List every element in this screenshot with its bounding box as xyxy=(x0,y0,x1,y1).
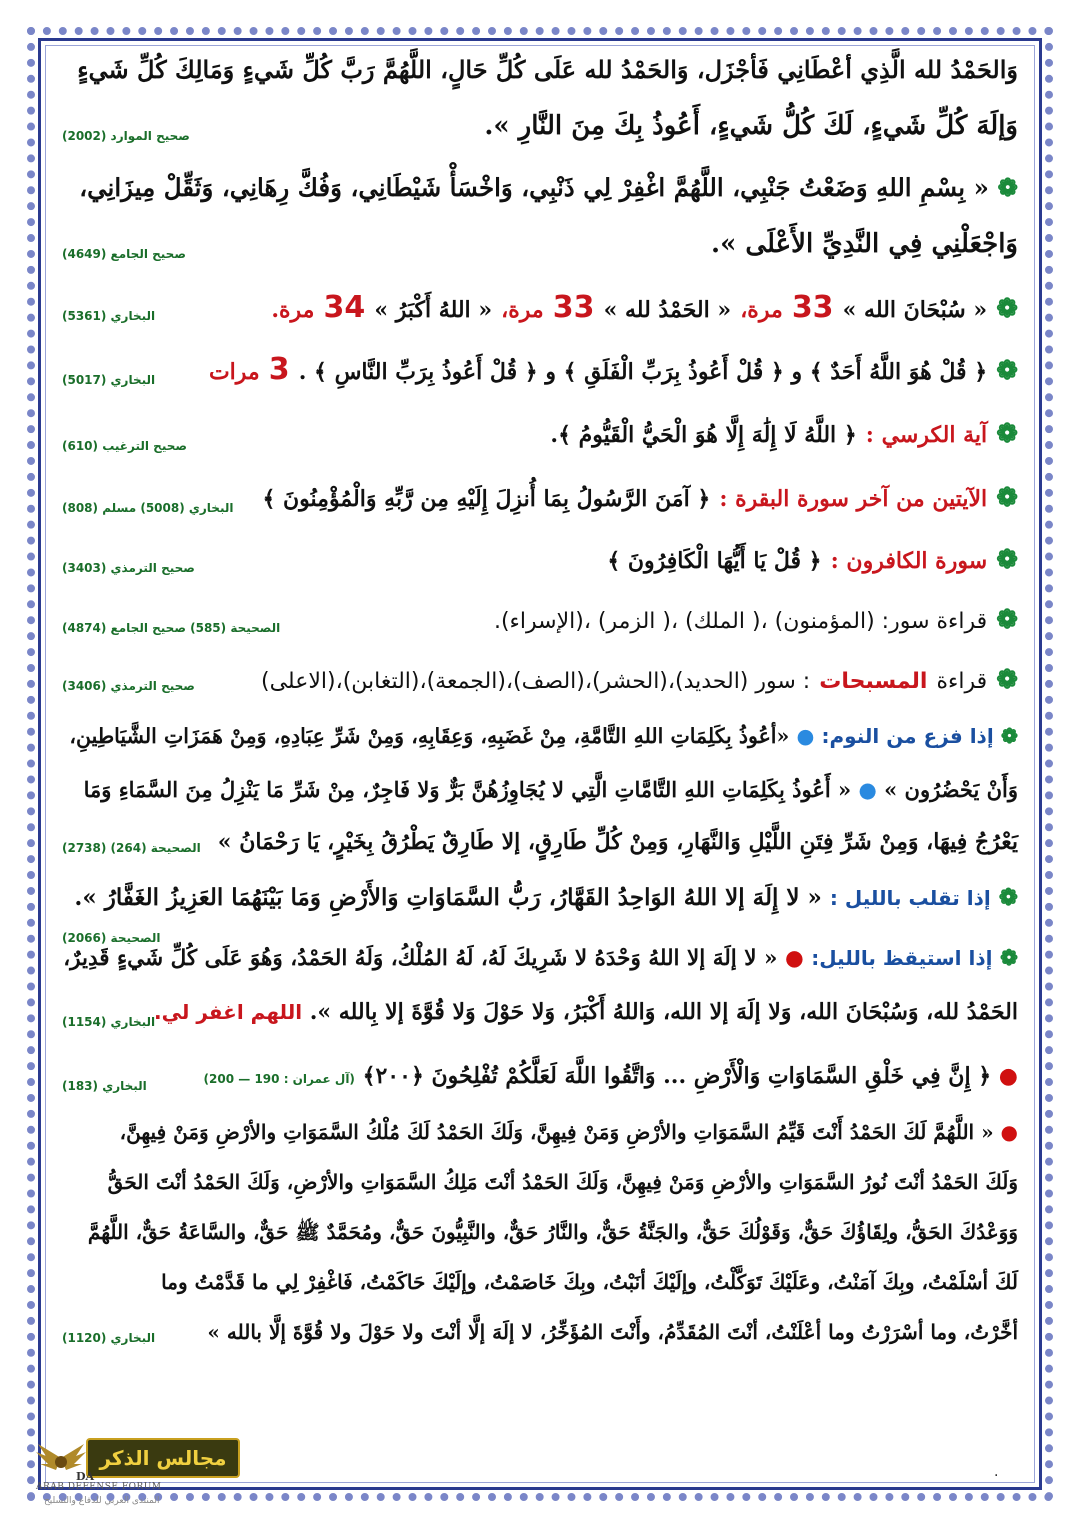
fright-line-1: ❁ إذا فزع من النوم: ● «أعُوذُ بِكَلِمَاتِ اللهِ التَّامَّةِ، مِنْ غَضَبِهِ، وَعِقَابِهِ، وَمِنْ شَرِّ عِبَادِهِ، وَمِنْ هَمَزَاتِ الشَّيَاطِينِ، xyxy=(69,724,1018,748)
waking-at-night-line-2: الحَمْدُ لله، وَسُبْحَانَ الله، وَلا إلَهَ إلا الله، وَاللهُ أَكْبَرُ، وَلا حَوْلَ وَلا قُوَّةَ إلا بِالله ». اللهم اغفر لي. البخاري (1154) xyxy=(62,994,1018,1058)
hadith-reference: صحيح الجامع (4649) xyxy=(62,247,186,261)
document-body xyxy=(62,52,1018,1364)
end-mark: . xyxy=(994,1464,999,1480)
flower-bullet-icon: ❁ xyxy=(996,294,1018,324)
brand-english: ARAB DEFENSE FORUM xyxy=(36,1482,162,1492)
red-dot-icon: ● xyxy=(1000,1120,1018,1144)
fright-line-2: وَأَنْ يَحْضُرُون » ● « أَعُوذُ بِكَلِمَاتِ اللهِ التَّامَّاتِ الَّتِي لا يُجَاوِزُهُنَّ بَرٌّ وَلا فَاجِرٌ، مِنْ شَرِّ مَا يَنْزِلُ مِنَ السَّمَاءِ وَمَا xyxy=(83,777,1018,802)
flower-bullet-icon: ❁ xyxy=(998,884,1018,911)
flower-bullet-icon: ❁ xyxy=(1000,724,1018,748)
flower-bullet-icon: ❁ xyxy=(999,946,1018,971)
night-prayer-dua-5: أخَّرْتُ، وما أسْرَرْتُ وما أعْلَنْتُ، أنْتَ المُقَدِّمُ، وأَنْتَ المُؤَخِّرُ، لا إلَهَ إلَّا أنْتَ ولا حَوْلَ ولا قُوَّةَ إلَّا بالله » البخاري (1120) xyxy=(62,1314,1018,1364)
text-line-1: وَالحَمْدُ لله الَّذِي أعْطَانِي فَأجْزَل، وَالحَمْدُ لله عَلَى كُلِّ حَالٍ، اللَّهُمَّ رَبَّ كُلِّ شَيءٍ وَمَالِكَ كُلِّ شَيءٍ xyxy=(77,55,1018,84)
fright-line-3: يَعْرُجُ فِيهَا، وَمِنْ شَرِّ فِتَنِ اللَّيْلِ وَالنَّهَارِ، وَمِنْ كُلِّ طَارِقٍ، إلا طَارِقٌ يَطْرُقُ بِخَيْرٍ، يَا رَحْمَانُ » الصحيحة (264) (2738) xyxy=(62,824,1018,880)
hadith-reference: البخاري (5361) xyxy=(62,309,156,323)
hadith-reference: البخاري (1154) xyxy=(62,1015,156,1029)
flower-bullet-icon: ❁ xyxy=(996,419,1018,449)
majalis-logo: مجالس الذكر xyxy=(86,1438,240,1478)
red-dot-icon: ● xyxy=(784,946,804,971)
night-prayer-dua-3: وَوَعْدُكَ الحَقُّ، ولِقَاؤُكَ حَقٌّ، وَقَوْلُكَ حَقٌّ، والجَنَّةُ حَقٌّ، والنَّارُ حَقٌّ، والنَّبِيُّونَ حَقٌّ، ومُحَمَّدٌ ﷺ حَقٌّ، والسَّاعَةُ حَقٌّ، اللَّهُمَّ xyxy=(87,1220,1018,1244)
ayat-alkursi-line: ❁ آية الكرسي : ﴿ اللَّهُ لَا إِلَٰهَ إِلَّا هُوَ الْحَيُّ الْقَيُّومُ ﴾. صحيح الترغيب (610) xyxy=(62,416,1018,480)
forum-watermark xyxy=(30,1432,227,1512)
blue-dot-icon: ● xyxy=(858,777,877,802)
hadith-reference: صحيح الترمذي (3403) xyxy=(62,561,195,575)
flower-bullet-icon: ❁ xyxy=(996,356,1018,386)
al-imran-line: ● ﴿ إِنَّ فِي خَلْقِ السَّمَاوَاتِ وَالْأَرْضِ ... وَاتَّقُوا اللَّهَ لَعَلَّكُمْ تُفْلِحُونَ ﴿٢٠٠﴾ (آل عمران : 190 — 200) البخاري (183) xyxy=(62,1058,1018,1114)
flower-bullet-icon: ❁ xyxy=(996,545,1018,575)
hadith-reference: الصحيحة (264) (2738) xyxy=(62,841,201,855)
hadith-reference: صحيح الترغيب (610) xyxy=(62,439,187,453)
text-line-2: وَإلَهَ كُلِّ شَيءٍ، لَكَ كُلُّ شَيءٍ، أَعُوذُ بِكَ مِنَ النَّارِ ». صحيح الموارد (2002) xyxy=(62,108,1018,170)
baqarah-verses-line: ❁ الآيتين من آخر سورة البقرة : ﴿ آمَنَ الرَّسُولُ بِمَا أُنزِلَ إِلَيْهِ مِن رَّبِّهِ وَالْمُؤْمِنُونَ ﴾ البخاري (5008) مسلم (808) xyxy=(62,480,1018,542)
night-prayer-dua-2: وَلَكَ الحَمْدُ أنْتَ نُورُ السَّمَوَاتِ والأرْضِ وَمَنْ فِيهِنَّ، وَلَكَ الحَمْدُ أنْتَ مَلِكُ السَّمَوَاتِ والأرْضِ، وَلَكَ الحَمْدُ أنْتَ الحَقُّ xyxy=(107,1170,1018,1194)
hadith-reference: البخاري (5008) مسلم (808) xyxy=(62,501,234,515)
muawwidhat-line: ❁ ﴿ قُلْ هُوَ اللَّهُ أَحَدٌ ﴾ و ﴿ قُلْ أَعُوذُ بِرَبِّ الْفَلَقِ ﴾ و ﴿ قُلْ أَعُوذُ بِرَبِّ النَّاسِ ﴾ . 3 مرات البخاري (5017) xyxy=(62,352,1018,416)
red-dot-icon: ● xyxy=(998,1063,1018,1089)
brand-arabic: المنتدى العربي للدفاع والتسليح xyxy=(44,1496,160,1506)
hadith-reference: صحيح الموارد (2002) xyxy=(62,129,190,143)
kafirun-line: ❁ سورة الكافرون : ﴿ قُلْ يَا أَيُّهَا الْكَافِرُونَ ﴾ صحيح الترمذي (3403) xyxy=(62,542,1018,602)
hadith-reference: الصحيحة (585) صحيح الجامع (4874) xyxy=(62,621,281,635)
flower-bullet-icon: ❁ xyxy=(996,605,1018,635)
hadith-reference: صحيح الترمذي (3406) xyxy=(62,679,195,693)
text-line-4: وَاجْعَلْنِي فِي النَّدِيِّ الأَعْلَى ». صحيح الجامع (4649) xyxy=(62,226,1018,290)
brand-short: DA xyxy=(76,1470,95,1483)
night-prayer-dua-4: لَكَ أسْلَمْتُ، وبِكَ آمَنْتُ، وعَلَيْكَ تَوَكَّلْتُ، وإلَيْكَ أنَبْتُ، وبِكَ خَاصَمْتُ، وإلَيْكَ حَاكَمْتُ، فَاغْفِرْ لِي ما قَدَّمْتُ وما xyxy=(161,1270,1018,1294)
hadith-reference: البخاري (183) xyxy=(62,1079,147,1093)
hadith-reference: الصحيحة (2066) xyxy=(62,931,161,945)
hadith-reference: البخاري (1120) xyxy=(62,1331,156,1345)
blue-dot-icon: ● xyxy=(796,724,815,748)
night-prayer-dua-1: ● « اللَّهُمَّ لَكَ الحَمْدُ أَنْتَ قَيِّمُ السَّمَوَاتِ والأرْضِ وَمَنْ فِيهِنَّ، وَلَكَ الحَمْدُ لَكَ مُلْكُ السَّمَوَاتِ والأرْضِ وَمَنْ فِيهِنَّ، xyxy=(119,1120,1018,1144)
flower-bullet-icon: ❁ xyxy=(997,173,1018,202)
flower-bullet-icon: ❁ xyxy=(996,665,1018,695)
hadith-reference: البخاري (5017) xyxy=(62,373,156,387)
musabbihat-line: ❁ قراءة المسبحات : سور (الحديد)،(الحشر)،(الصف)،(الجمعة)،(التغابن)،(الاعلى) صحيح الترمذي (3406) xyxy=(62,662,1018,718)
turning-at-night-line: ❁ إذا تقلب بالليل : « لا إِلَهَ إلا اللهُ الوَاحِدُ القَهَّارُ، رَبُّ السَّمَاوَاتِ وَالأَرْضِ وَمَا بَيْنَهُمَا العَزِيزُ الغَفَّارُ ». الصحيحة (2066) xyxy=(62,880,1018,934)
waking-at-night-line-1: ❁ إذا استيقظ بالليل: ● « لا إلَهَ إلا اللهُ وَحْدَهُ لا شَرِيكَ لَهُ، لَهُ المُلْكُ، وَلَهُ الحَمْدُ، وَهُوَ عَلَى كُلِّ شَيءٍ قَدِيرٌ، xyxy=(63,946,1018,971)
text-line-3: ❁ « بِسْمِ اللهِ وَضَعْتُ جَنْبِي، اللَّهُمَّ اغْفِرْ لِي ذَنْبِي، وَاخْسَأْ شَيْطَانِي، وَفُكَّ رِهَانِي، وَثَقِّلْ مِيزَانِي، xyxy=(79,173,1018,202)
surahs-reading-line: ❁ قراءة سور: (المؤمنون) ،( الملك) ،( الزمر) ،(الإسراء). الصحيحة (585) صحيح الجامع (4874) xyxy=(62,602,1018,662)
flower-bullet-icon: ❁ xyxy=(996,483,1018,513)
tasbih-line: ❁ « سُبْحَانَ الله » 33 مرة، « الحَمْدُ لله » 33 مرة، « اللهُ أَكْبَرُ » 34 مرة. البخاري (5361) xyxy=(62,290,1018,352)
